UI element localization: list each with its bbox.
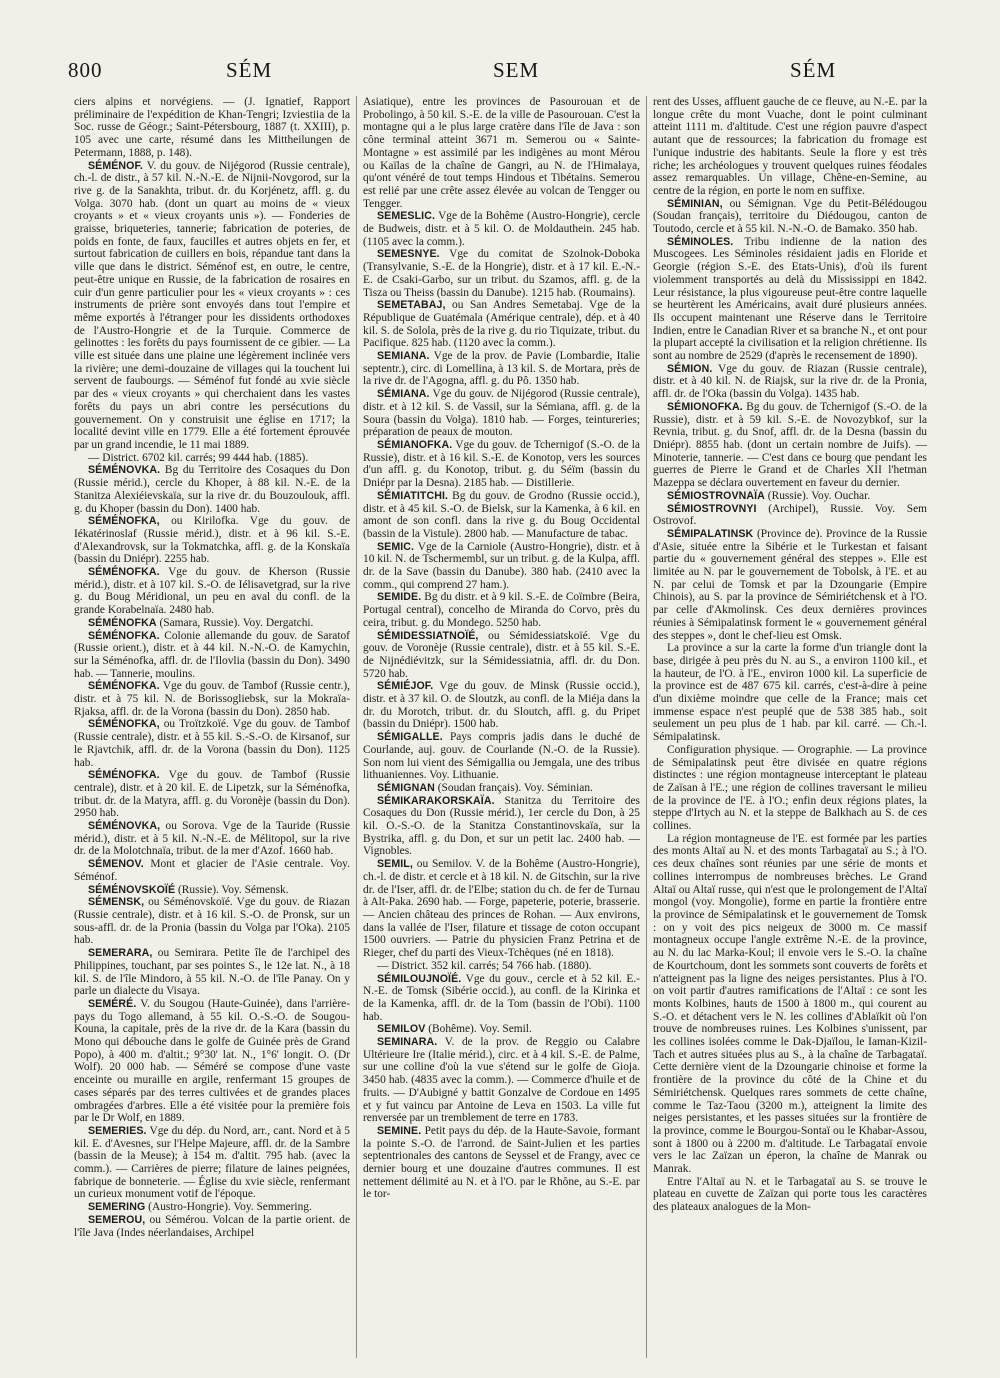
entry-text: rent des Usses, affluent gauche de ce fleuve, au N.-E. par la longue crête du mont Vuache, dont le point culminant atteint 1111 m. d'altitude. C'est une région pauvre d'aspect autant que de ressources; la fabrication du fromage est l'unique industrie des habitants. Seule la flore y est très riche; les archéologues y trouvent quelques ruines féodales assez remarquables. Un village, Chêne-en-Semine, au centre de la région, en porte le nom en suffixe. (653, 96, 927, 197)
dictionary-entry (363, 731, 640, 782)
entry-headword: SEMÉRÉ. (88, 997, 137, 1010)
guide-word-left: SÉM (226, 58, 273, 82)
dictionary-entry (653, 503, 927, 528)
dictionary-entry (74, 160, 350, 452)
entry-text: Vge de la Bohême (Austro-Hongrie), cercle de Budweis, distr. et à 5 kil. O. de Moldauthein. 245 hab. (1105 avec la comm.). (363, 210, 640, 248)
entry-text: Entre l'Altaï au N. et le Tarbagataï au S. se trouve le plateau en cuvette de Zaïzan qui porte tous les caractères des plateaux analogues de la Mon- (653, 1175, 927, 1214)
dictionary-entry (363, 96, 640, 210)
entry-text: Vge de la prov. de Pavie (Lombardie, Italie septentr.), circ. di Lomellina, à 13 kil. S. de Mortara, près de la rive dr. de l'Agogna, affl. g. du Pô. 1350 hab. (363, 350, 640, 388)
dictionary-entry (74, 998, 350, 1125)
entry-text: Bg du distr. et à 9 kil. S.-E. de Coïmbre (Beira, Portugal central), concelho de Miranda do Corvo, près du ceira, tribut. g. du Mondego. 5250 hab. (363, 591, 640, 629)
dictionary-entry (74, 858, 350, 883)
entry-headword: SÉMIGNAN (377, 781, 435, 794)
dictionary-entry (363, 248, 640, 299)
dictionary-entry (74, 630, 350, 681)
entry-headword: SÉMIONOFKA. (667, 400, 743, 413)
dictionary-entry (74, 515, 350, 566)
entry-headword: SÉMÉNOF. (88, 159, 143, 172)
dictionary-entry (363, 1023, 640, 1036)
entry-text: Vge du gouv. de Riazan (Russie centrale), distr. et à 40 kil. N. de Riajsk, sur la rive dr. de la Pronia, affl. dr. de l'Oka (bassin du Volga). 1435 hab. (653, 362, 927, 401)
entry-text: (Province de). Province de la Russie d'Asie, située entre la Sibérie et le Turkestan et faisant partie du « gouvernement général des steppes ». Elle est limitée au N. par le gouvernement de Tobolsk, à l'E. et au N. par celui de Tomsk et par la Dzoungarie (Empire Chinois), au S. par la province de Sémiriétchensk et à l'O. par celle d'Akmolinsk. Ces deux dernières provinces réunies à Sémipalatinsk forment le « gouvernement général des steppes », dont le chef-lieu est Omsk. (653, 527, 927, 642)
entry-text: Bg du Territoire des Cosaques du Don (Russie mérid.), cercle du Khoper, à 88 kil. N.-E. de la Stanitza Alexiéievskaïa, sur la rive dr. du Bouzoulouk, affl. g. du Khoper (bassin du Don). 1400 hab. (74, 464, 350, 515)
text-column-2 (363, 96, 640, 1366)
entry-text: Vge du gouv. de Tambof (Russie centr.), distr. et à 75 kil. N. de Borissogliebsk, sur la Mokraïa-Rjaksa, affl. dr. de la Vorona (bassin du Don). 2850 hab. (74, 680, 350, 718)
entry-headword: SÉMIOSTROVNYI (667, 502, 757, 515)
dictionary-entry (363, 1036, 640, 1125)
page-number: 800 (68, 58, 103, 82)
entry-headword: SEMIANA. (377, 350, 430, 363)
entry-text: La région montagneuse de l'E. est formée par les parties des monts Altaï au N. et des monts Tarbagataï au S.; à l'O. ces deux chaînes sont réunies par une série de monts et collines interrompus de nombreuses brèches. Le Grand Altaï ou Altaï russe, qui n'est que le prolongement de l'Altaï mongol (voy. Mongolie), forme en partie la frontière entre la province de Sémipalatinsk et le gouvernement de Tomsk : on y voit des pics neigeux de 3000 m. Ce massif montagneux occupe l'angle extrême N.-E. de la province, au N. du lac Marka-Koul; il envoie vers le S.-O. la chaîne de Kourtchoum, dont les sommets sont couverts de forêts et n'atteignent pas la ligne des neiges persistantes. Plus à l'O. on voit partir d'autres ramifications de l'Altaï : ce sont les monts Kolbines, hauts de 1500 à 1800 m., qui courent au S.-O. et détachent vers le N. les collines d'Ablaïkit où l'on trouve de nombreuses ruines. Les Kolbines s'unissent, par les collines isolées comme le Dak-Djaïlou, le Iaman-Kizil-Tach et autres situées plus au S., à la chaîne de Tarbagataï. Cette dernière vient de la Dzoungarie chinoise et forme la frontière de la province du côté de la Chine et du Sémiriétchensk. Quelques rares sommets de cette chaîne, comme le Taz-Taou (3200 m.), atteignent la limite des neiges persistantes, et les passes situées sur la frontière de la province, comme le Bourgou-Sontaï ou le Khabar-Assou, sont à 1800 ou à 2200 m. d'altitude. Le Tarbagataï envoie vers le lac Zaïzan un éperon, la chaîne de Manrak ou Manrak. (653, 832, 927, 1176)
dictionary-entry (653, 198, 927, 236)
dictionary-entry (363, 960, 640, 973)
dictionary-entry (74, 947, 350, 998)
text-column-3 (653, 96, 927, 1366)
dictionary-entry (74, 452, 350, 465)
entry-text: ou Kirilofka. Vge du gouv. de Iékatérinoslaf (Russie mérid.), distr. et à 96 kil. S.-E. d'Alexandrovsk, sur la Tokmatchka, affl. g. de la Konskaïa (bassin du Dniépr). 2255 hab. (74, 515, 350, 566)
entry-text: Vge du dép. du Nord, arr., cant. Nord et à 5 kil. E. d'Avesnes, sur l'Helpe Majeure, affl. dr. de la Sambre (bassin de la Meuse); à 154 m. d'altit. 795 hab. (avec la comm.). — Carrières de pierre; filature de laines peignées, fabrique de bonneterie. — Église du xvie siècle, renfermant un curieux monument votif de l'époque. (74, 1124, 350, 1201)
dictionary-entry (363, 858, 640, 960)
dictionary-entry (74, 96, 350, 160)
text-column-1 (74, 96, 350, 1366)
dictionary-entry (363, 795, 640, 859)
entry-headword: SÉMÉNOFKA. (88, 566, 160, 579)
dictionary-entry (74, 769, 350, 820)
dictionary-entry (363, 1125, 640, 1201)
entry-headword: SEMILOV (377, 1023, 426, 1036)
dictionary-entry (653, 236, 927, 363)
entry-text: V. du gouv. de Nijégorod (Russie centrale), ch.-l. de distr., à 57 kil. N.-N.-E. de Nijnii-Novgorod, sur la rive g. de la Sanakhta, tribut. dr. du Korjénetz, affl. g. du Volga. 3070 hab. (dont un quart au moins de « vieux croyants » et « vieux croyants unis »). — Fonderies de graisse, briqueteries, tannerie; fabrication de poteries, de poids en fonte, de faux, faucilles et autres objets en fer, et surtout fabrication de cuillers en bois, répandue tant dans la ville que dans le district. Séménof est, en outre, le centre, peut-être unique en Russie, de la fabrication de rosaires en cuir d'un genre particulier pour les « vieux croyants » : ces instruments de prière sont envoyés dans tout l'empire et même exportés à l'étranger pour les dissidents orthodoxes de l'Austro-Hongrie et de la Turquie. Commerce de gelinottes : les forêts du pays fournissent de ce gibier. — La ville est située dans une plaine une légèrement inclinée vers la rivière; une demi-douzaine de villages qui la touchent lui servent de faubourgs. — Séménof fut fondé au xvie siècle par des « vieux croyants » qui cherchaient dans les vastes forêts du pays un abri contre les persécutions du gouvernement. On y construisit une église en 1717; la localité devint ville en 1779. Elle a été fortement éprouvée par un grand incendie, le 11 mai 1889. (74, 159, 350, 451)
dictionary-entry (74, 820, 350, 858)
dictionary-entry (363, 541, 640, 592)
dictionary-entry (74, 566, 350, 617)
guide-word-center: SEM (493, 58, 540, 82)
entry-headword: SÉMINOLES. (667, 235, 734, 248)
entry-text: Vge du gouv. de Tchernigof (S.-O. de la Russie), distr. et à 16 kil. S.-E. de Konotop, vers les sources d'un affl. g. du Konotop, tribut. g. du Séïm (bassin du Dniépr par la Desna). 2185 hab. — Distillerie. (363, 438, 640, 490)
entry-headword: SEMESLIC. (377, 210, 435, 223)
dictionary-entry (653, 401, 927, 490)
entry-text: ou Sémidessiatskoïé. Vge du gouv. de Voronèje (Russie centrale), distr. et à 55 kil. S.-E. de Nijnédiévitzk, sur la Sémidessiatnia, affl. dr. du Don. 5720 hab. (363, 629, 640, 680)
dictionary-entry (363, 490, 640, 541)
entry-headword: SÉMÉNOFKA. (88, 769, 160, 782)
dictionary-entry (74, 617, 350, 630)
entry-text: ou Séménovskoïé. Vge du gouv. de Riazan (Russie centrale), distr. et à 16 kil. S.-O. de Pronsk, sur un sous-affl. dr. de la Pronia (bassin du Volga par l'Oka). 2105 hab. (74, 896, 350, 947)
dictionary-entry (74, 464, 350, 515)
entry-text: (Bohême). Voy. Semil. (428, 1023, 532, 1036)
entry-text: Mont et glacier de l'Asie centrale. Voy. Séménof. (74, 858, 350, 883)
entry-text: Petit pays du dép. de la Haute-Savoie, formant la pointe S.-O. de l'arrond. de Saint-Julien et les parties septentrionales des cantons de Seyssel et de Frangy, avec ce dernier bourg et une douzaine d'autres communes. Il est nettement délimité au N. et à l'O. par le Rhône, au S.-E. par le tor- (363, 1124, 640, 1201)
entry-headword: SEMEROU, (88, 1213, 146, 1226)
entry-headword: SÉMÉNOFKA. (88, 629, 160, 642)
entry-headword: SEMINARA. (377, 1036, 438, 1049)
entry-headword: SÉMIDESSIATNOÏÉ, (377, 629, 479, 642)
dictionary-entry (74, 1201, 350, 1214)
dictionary-entry (653, 744, 927, 833)
entry-headword: SÉMENOV. (88, 858, 144, 871)
dictionary-entry (653, 96, 927, 198)
dictionary-entry (363, 439, 640, 490)
entry-text: Vge de la Carniole (Austro-Hongrie), distr. et à 10 kil. N. de Tschermembl, sur un tribut. g. de la Kulpa, affl. dr. de la Save (bassin du Danube). 380 hab. (2410 avec la comm., qui comprend 27 ham.). (363, 540, 640, 591)
entry-text: ou Semilov. V. de la Bohême (Austro-Hongrie), ch.-l. de distr. et cercle et à 18 kil. N. de Gitschin, sur la rive dr. de l'Iser, affl. dr. de l'Elbe; station du ch. de fer de Turnau à Alt-Paka. 2690 hab. — Forge, papeterie, poterie, brasserie. — Ancien château des princes de Rohan. — Aux environs, dans la vallée de l'Iser, filature et tissage de coton occupant 1500 ouvriers. — Patrie du physicien Franz Petrina et de Rieger, chef du parti des Vieux-Tchèques (né en 1818). (363, 858, 640, 960)
guide-word-right: SÉM (790, 58, 837, 82)
entry-headword: SÉMION. (667, 362, 713, 375)
entry-headword: SEMETABAJ, (377, 299, 446, 312)
entry-headword: SEMESNYE. (377, 248, 440, 261)
entry-headword: SÉMILOUJNOÏÉ. (377, 972, 462, 985)
dictionary-entry (363, 630, 640, 681)
dictionary-entry (74, 1125, 350, 1201)
dictionary-entry (653, 642, 927, 744)
dictionary-entry (74, 1214, 350, 1239)
entry-text: Bg du gouv. de Grodno (Russie occid.), distr. et à 45 kil. S.-O. de Bielsk, sur la Kamenka, à 6 kil. en amont de son confl. dans la rive g. du Boug Occidental (bassin de la Vistule). 2800 hab. — Manufacture de tabac. (363, 489, 640, 540)
entry-headword: SÉMÉNOVKA, (88, 820, 161, 833)
entry-text: La province a sur la carte la forme d'un triangle dont la base, dirigée à peu près du N. au S., a environ 1100 kil., et la hauteur, de l'O. à l'E., environ 1000 kil. La superficie de la province est de 487 675 kil. carrés, c'est-à-dire à peine d'un dixième moindre que celle de la France; mais cet immense espace n'est peuplé que de 538 385 hab., soit seulement un peu plus de 1 hab. par kil. carré. — Ch.-l. Sémipalatinsk. (653, 642, 927, 744)
entry-text: (Archipel), Russie. Voy. Sem Ostrovof. (653, 502, 927, 528)
entry-text: Pays compris jadis dans le duché de Courlande, auj. gouv. de Courlande (N.-O. de la Russie). Son nom lui vient des Sémigallia ou Jemgala, une des tribus lithuaniennes. Voy. Lithuanie. (363, 731, 640, 782)
dictionary-entry (363, 350, 640, 388)
entry-text: (Russie). Voy. Sémensk. (178, 883, 289, 896)
dictionary-entry (363, 299, 640, 350)
dictionary-entry (653, 1176, 927, 1214)
dictionary-entry (363, 388, 640, 439)
entry-headword: SÉMIANOFKA. (377, 438, 453, 451)
entry-text: Configuration physique. — Orographie. — La province de Sémipalatinsk peut être divisée en quatre régions distinctes : une région montagneuse interceptant le plateau de Zaïsan à l'E.; une région de collines traversant le milieu de la province de l'E. à l'O.; enfin deux régions plates, la steppe d'Irtych au N. et la steppe de Balkhach au S. de ces collines. (653, 743, 927, 833)
dictionary-entry (653, 363, 927, 401)
dictionary-entry (363, 680, 640, 731)
entry-text: ou Sorova. Vge de la Tauride (Russie mérid.), distr. et à 5 kil. N.-N.-E. de Mélitopol, sur la rive dr. de la Molotchnaïa, tribut. de la mer d'Azof. 1660 hab. (74, 820, 350, 858)
entry-headword: SÉMINIAN, (667, 197, 723, 210)
column-divider (646, 96, 647, 1358)
entry-text: — District. 6702 kil. carrés; 99 444 hab. (1885). (88, 451, 309, 464)
entry-text: V. de la prov. de Reggio ou Calabre Ultérieure Ire (Italie mérid.), circ. et à 4 kil. S.-E. de Palme, sur une colline d'où la vue s'étend sur le golfe de Gioja. 3450 hab. (4835 avec la comm.). — Commerce d'huile et de fruits. — D'Aubigné y battit Gonzalve de Cordoue en 1495 et y fut vaincu par Antoine de Leva en 1503. La ville fut renversée par un tremblement de terre en 1783. (363, 1036, 640, 1125)
dictionary-entry (653, 490, 927, 503)
entry-text: (Austro-Hongrie). Voy. Semmering. (148, 1201, 312, 1214)
entry-text: ou Semirara. Petite île de l'archipel des Philippines, touchant, par ses pointes S., le 12e lat. N., à 18 kil. S. de l'île Mindoro, à 55 kil. N.-O. de l'île Panay. On y parle un dialecte du Visaya. (74, 947, 350, 998)
entry-headword: SÉMÉNOVKA. (88, 464, 161, 477)
entry-headword: SEMERARA, (88, 947, 153, 960)
entry-headword: SÉMIKARAKORSKAÏA. (377, 794, 495, 807)
entry-text: Vge du comitat de Szolnok-Doboka (Transylvanie, S.-E. de la Hongrie), distr. et à 17 kil. E.-N.-E. de Csaki-Garbo, sur un tribut. du Szamos, affl. g. de la Tisza ou Theiss (bassin du Danube). 1215 hab. (Roumains). (363, 248, 640, 299)
entry-headword: SÉMIÉJOF. (377, 680, 434, 693)
entry-text: (Russie). Voy. Ouchar. (767, 489, 871, 502)
entry-headword: SÉMÉNOVSKOÏÉ (88, 883, 176, 896)
entry-text: Vge du gouv., cercle et à 52 kil. E.-N.-E. de Tomsk (Sibérie occid.), au confl. de la Kirinka et de la Kamenka, affl. dr. de la Tom (bassin de l'Obi). 1100 hab. (363, 972, 640, 1023)
entry-headword: SÉMIATITCHI. (377, 489, 449, 502)
entry-text: — District. 352 kil. carrés; 54 766 hab. (1880). (377, 959, 592, 972)
entry-headword: SÉMÉNOFKA (88, 616, 157, 629)
entry-text: Bg du gouv. de Tchernigof (S.-O. de la Russie), distr. et à 59 kil. S.-E. de Novozybkof, sur la Revnia, tribut. g. du Snof, affl. dr. de la Desna (bassin du Dniépr). 8855 hab. (dont un certain nombre de Juifs). — Minoterie, tannerie. — C'est dans ce bourg que pendant les guerres de Pierre le Grand et de Charles XII l'hetman Mazeppa se déclara ouvertement en faveur du dernier. (653, 400, 927, 490)
running-header (0, 58, 1000, 98)
entry-text: ou Sémérou. Volcan de la partie orient. de l'île Java (Indes néerlandaises, Archipel (74, 1213, 350, 1239)
entry-headword: SEMIC. (377, 540, 415, 553)
entry-text: Vge du gouv. de Nijégorod (Russie centrale), distr. et à 12 kil. S. de Vassil, sur la Sémiana, affl. g. de la Soura (bassin du Volga). 1810 hab. — Forges, teintureries; préparation de peaux de mouton. (363, 388, 640, 439)
entry-text: Colonie allemande du gouv. de Saratof (Russie orient.), distr. et à 44 kil. N.-N.-O. de Kamychin, sur la Séménofka, affl. dr. de l'Ilovlia (bassin du Don). 3490 hab. — Tannerie, moulins. (74, 629, 350, 680)
dictionary-entry (74, 680, 350, 718)
entry-text: Asiatique), entre les provinces de Pasourouan et de Probolingo, à 50 kil. S.-E. de la ville de Pasourouan. C'est la montagne qui a le plus large cratère dans l'île de Java : son cône terminal atteint 3671 m. Semerou ou « Sainte-Montagne » est assimilé par les indigènes au mont Mérou ou Kaïlas de la chaîne de Gangri, au N. de l'Himalaya, qu'ont vénéré de tout temps Hindous et Tibétains. Semerou est relié par une crête assez élevée au volcan de Tengger ou Tengger. (363, 96, 640, 210)
entry-text: V. du Sougou (Haute-Guinée), dans l'arrière-pays du Togo allemand, à 55 kil. O.-S.-O. de Sougou-Kouna, la capitale, près de la rive dr. de la Kara (bassin du Mono qui débouche dans le golfe de Guinée près de Grand Popo), à 400 m. d'altit.; 9°30' lat. N., 1°6' longit. O. (Dr Wolf). 20 000 hab. — Séméré se compose d'une vaste enceinte ou muraille en argile, renfermant 15 groupes de cases séparés par des terres cultivées et de grandes places ombragées d'arbres. Elle a été visitée pour la première fois par le Dr Wolf, en 1889. (74, 997, 350, 1125)
dictionary-entry (74, 718, 350, 769)
entry-headword: SÉMIOSTROVNAÏA (667, 489, 765, 502)
entry-headword: SEMERING (88, 1201, 146, 1214)
entry-text: (Samara, Russie). Voy. Dergatchi. (159, 616, 314, 629)
entry-text: Tribu indienne de la nation des Muscogees. Les Séminoles résidaient jadis en Floride et Georgie (région S.-E. des Etats-Unis), d'où ils furent violemment transportés au delà du Mississippi en 1842. Leur résistance, la plus vigoureuse peut-être contre laquelle se heurtèrent les Américains, avait duré plusieurs années. Ils occupent maintenant une Réserve dans le Territoire Indien, entre le Canadian River et sa branche N., et ont pour la plupart accepté la civilisation et la religion chrétienne. Ils sont au nombre de 2529 (d'après le recensement de 1890). (653, 235, 927, 363)
entry-text: Vge du gouv. de Kherson (Russie mérid.), distr. et à 107 kil. S.-O. de Iélisavetgrad, sur la rive g. du Boug Méridional, un peu en aval du confl. de la grande Korabelnaïa. 2480 hab. (74, 566, 350, 617)
entry-headword: SEMIL, (377, 858, 413, 871)
entry-headword: SÉMÉNOFKA, (88, 515, 160, 528)
dictionary-entry (363, 782, 640, 795)
entry-text: ou Troïtzkoïé. Vge du gouv. de Tambof (Russie centrale), distr. et à 55 kil. S.-S.-O. de Kirsanof, sur le Rjavtchik, affl. dr. de la Vorona (bassin du Don). 1125 hab. (74, 718, 350, 769)
dictionary-entry (363, 210, 640, 248)
dictionary-entry (74, 884, 350, 897)
entry-text: Vge du gouv. de Tambof (Russie centrale), distr. et à 20 kil. E. de Lipetzk, sur la Séménofka, tribut. dr. de la Matyra, affl. g. du Voronèje (bassin du Don). 2950 hab. (74, 769, 350, 820)
entry-text: ciers alpins et norvégiens. — (J. Ignatief, Rapport préliminaire de l'expédition de Khan-Tengri; Izviestiia de la Soc. russe de Géogr.; Saint-Pétersbourg, 1887 (t. XXIII), p. 105 avec une carte, résumé dans les Mittheilungen de Petermann, 1888, p. 148). (74, 96, 350, 159)
dictionary-entry (653, 833, 927, 1176)
entry-headword: SÉMIGALLE. (377, 731, 443, 744)
entry-headword: SÉMÉNOFKA. (88, 680, 160, 693)
entry-headword: SEMIDE. (377, 591, 422, 604)
dictionary-entry (653, 528, 927, 642)
dictionary-entry (363, 973, 640, 1024)
entry-headword: SÉMIPALATINSK (667, 527, 754, 540)
dictionary-entry (363, 591, 640, 629)
entry-text: ou San Andres Semetabaj. Vge de la République de Guatémala (Amérique centrale), dép. et à 40 kil. S. de Solola, près de la rive g. du rio Tiquizate, tribut. du Pacifique. 825 hab. (1120 avec la comm.). (363, 299, 640, 350)
entry-text: ou Sémignan. Vge du Petit-Bélédougou (Soudan français), territoire du Diédougou, canton de Toutodo, cercle et à 55 kil. N.-N.-O. de Bamako. 350 hab. (653, 197, 927, 236)
entry-headword: SÉMÉNOFKA, (88, 718, 160, 731)
entry-text: (Soudan français). Voy. Séminian. (437, 781, 593, 794)
entry-headword: SEMINE. (377, 1124, 422, 1137)
entry-headword: SÉMIANA. (377, 388, 430, 401)
entry-headword: SEMERIES. (88, 1124, 147, 1137)
entry-text: Vge du gouv. de Minsk (Russie occid.), distr. et à 37 kil. O. de Sloutzk, au confl. de la Miéja dans la dr. du Morotch, tribut. dr. du Sloutch, affl. g. du Pripet (bassin du Dniépr). 1500 hab. (363, 680, 640, 731)
entry-headword: SÉMENSK, (88, 896, 145, 909)
dictionary-entry (74, 896, 350, 947)
entry-text: Stanitza du Territoire des Cosaques du Don (Russie mérid.), 1er cercle du Don, à 25 kil. O.-S.-O. de la Stanitza Constantinovskaïa, sur la Bystrika, affl. g. du Don, et sur un petit lac. 2400 hab. — Vignobles. (363, 794, 640, 858)
column-divider (356, 96, 357, 1358)
